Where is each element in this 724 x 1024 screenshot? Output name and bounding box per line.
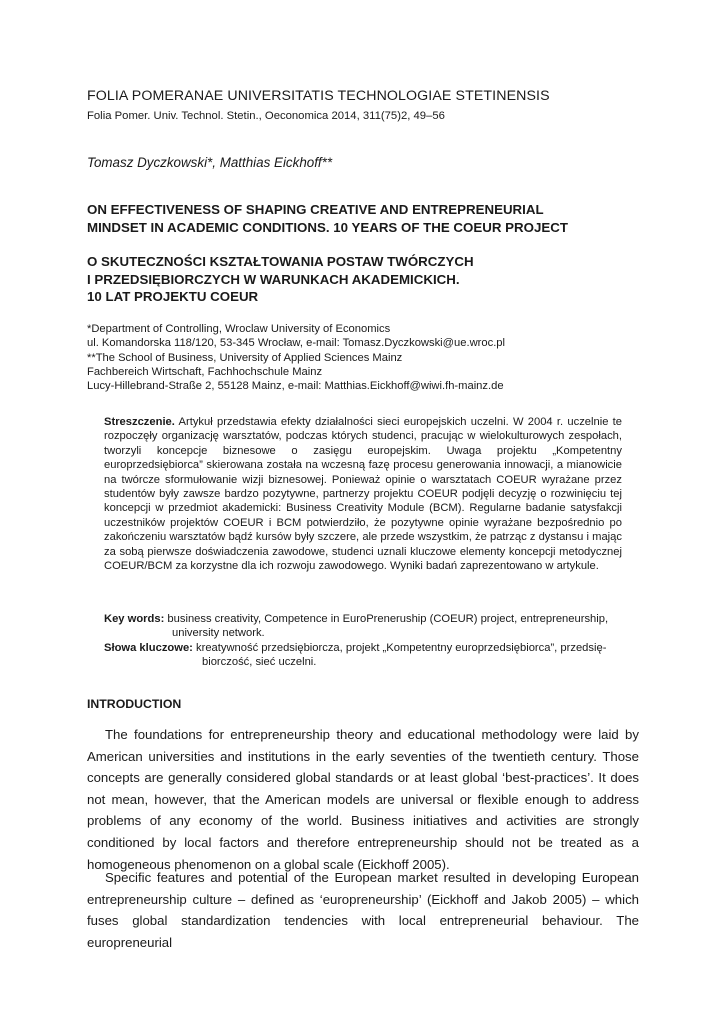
affiliation-line: *Department of Controlling, Wroclaw University of Economics [87, 323, 391, 335]
keywords-english-label: Key words: [104, 613, 165, 625]
title-polish [87, 253, 474, 306]
title-english [87, 201, 568, 236]
paragraph-text: Specific features and potential of the European market resulted in developing European entrepreneurship culture – defined as ‘europreneurship’ (Eickhoff and Jakob 2005) – which fuses global standardization tendencies with local entrepreneurial behaviour. The europreneurial [87, 870, 639, 950]
keywords-polish-label: Słowa kluczowe: [104, 642, 193, 654]
keywords-polish-text-cont: biorczość, sieć uczelni. [202, 656, 317, 669]
authors: Tomasz Dyczkowski*, Matthias Eickhoff** [87, 155, 333, 170]
affiliation-line: ul. Komandorska 118/120, 53-345 Wrocław, e-mail: Tomasz.Dyczkowski@ue.wroc.pl [87, 337, 506, 350]
keywords-english-text-cont: university network. [172, 627, 265, 640]
keywords-polish [104, 641, 622, 670]
abstract-label: Streszczenie. [104, 416, 175, 428]
affiliation-line: Fachbereich Wirtschaft, Fachhochschule Mainz [87, 365, 323, 378]
keywords-polish-text: kreatywność przedsiębiorcza, projekt „Kompetentny europrzedsiębiorca”, przedsię- [196, 642, 607, 654]
affiliation-line: **The School of Business, University of Applied Sciences Mainz [87, 351, 403, 364]
title-english-line: MINDSET IN ACADEMIC CONDITIONS. 10 YEARS OF THE COEUR PROJECT [87, 219, 568, 235]
title-english-line: ON EFFECTIVENESS OF SHAPING CREATIVE AND ENTREPRENEURIAL [87, 202, 544, 217]
keywords-english-text: business creativity, Competence in EuroPreneruship (COEUR) project, entrepreneurship, [167, 613, 609, 625]
paragraph-text: The foundations for entrepreneurship theory and educational methodology were laid by American universities and institutions in the early seventies of the twentieth century. Those concepts are generally considered global standards or at least global ‘best-practices’. It does not mean, however, that the American models are universal or flexible enough to address problems of any economy of the world. Business initiatives and activities are strongly conditioned by local factors and therefore entrepreneurship should not be treated as a homogeneous phenomenon on a global scale (Eickhoff 2005). [87, 727, 639, 872]
title-polish-line: I PRZEDSIĘBIORCZYCH W WARUNKACH AKADEMICKICH. [87, 271, 460, 287]
title-polish-line: O SKUTECZNOŚCI KSZTAŁTOWANIA POSTAW TWÓRCZYCH [87, 254, 474, 269]
affiliations [87, 322, 505, 393]
body-paragraph [87, 724, 639, 875]
affiliation-line: Lucy-Hillebrand-Straße 2, 55128 Mainz, e-mail: Matthias.Eickhoff@wiwi.fh-mainz.de [87, 380, 504, 393]
body-paragraph [87, 867, 639, 953]
journal-name: FOLIA POMERANAE UNIVERSITATIS TECHNOLOGIAE STETINENSIS [87, 88, 550, 104]
abstract-text: Artykuł przedstawia efekty działalności sieci europejskich uczelni. W 2004 r. uczelnie te rozpoczęły organizację warsztatów, podczas których studenci, pracując w wielokulturowych zespołach, tworzyli koncepcje biznesowe o zasięgu europejskim. Uwaga projektu „Kompetentny europrzedsiębiorca” skierowana została na wczesną fazę procesu generowania innowacji, a mianowicie na twórcze sformułowanie wizji biznesowej. Ponieważ opinie o warsztatach COEUR wyrażane przez studentów były zawsze bardzo pozytywne, partnerzy projektu COEUR podjęli decyzję o rozwinięciu tej koncepcji w przedmiot akademicki: Business Creativity Module (BCM). Regularne badanie satysfakcji uczestników projektów COEUR i BCM potwierdziło, że pozytywne opinie wyrażane bezpośrednio po zakończeniu warsztatów bądź kursów były szczere, ale przede wszystkim, że patrząc z dystansu i mając za sobą pierwsze doświadczenia zawodowe, studenci uznali kluczowe elementy koncepcji metodycznej COEUR/BCM za korzystne dla ich rozwoju zawodowego. Wyniki badań zaprezentowano w artykule. [104, 416, 622, 573]
section-heading-introduction: INTRODUCTION [87, 697, 182, 711]
title-polish-line: 10 LAT PROJEKTU COEUR [87, 289, 259, 304]
abstract [104, 415, 622, 573]
journal-citation: Folia Pomer. Univ. Technol. Stetin., Oeconomica 2014, 311(75)2, 49–56 [87, 110, 445, 122]
keywords-english [104, 612, 622, 641]
